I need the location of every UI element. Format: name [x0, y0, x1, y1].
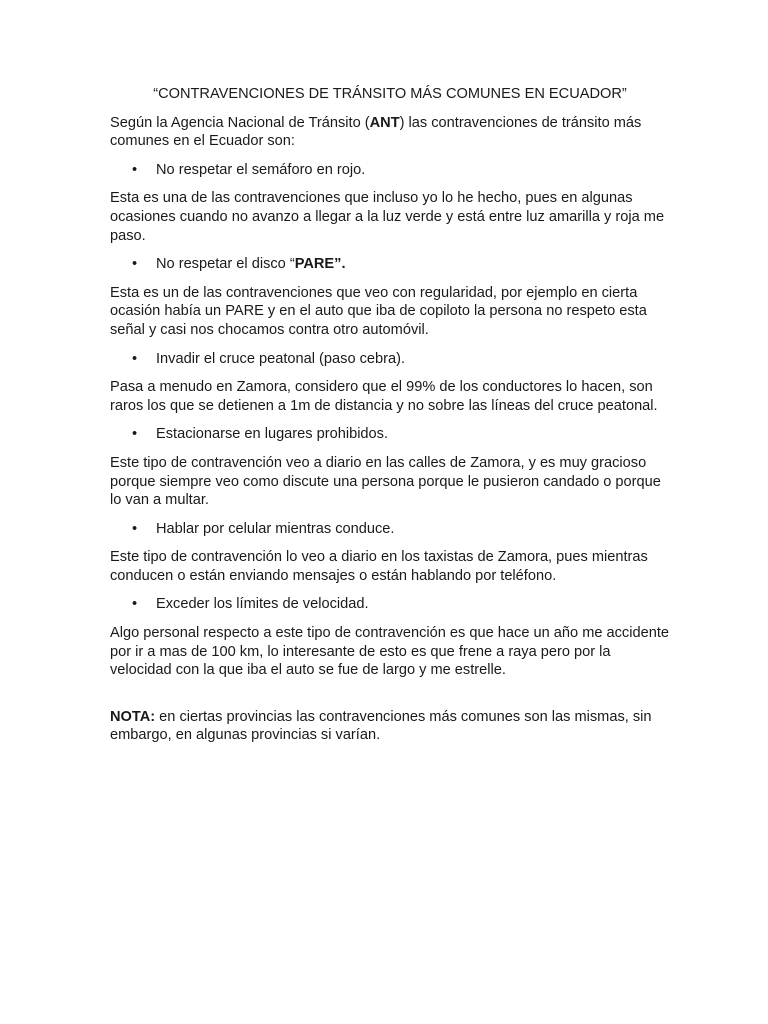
item-paragraph: Algo personal respecto a este tipo de contravención es que hace un año me accidente por ir a mas de 100 km, lo interesante de esto es que frene a raya pero por la velocidad con la que iba el auto se fue de largo y me estrelle. [110, 625, 669, 679]
spacer [110, 690, 670, 708]
intro-paragraph [110, 114, 670, 151]
bullet-text: Exceder los límites de velocidad. [156, 596, 369, 613]
bullet-bold-text: PARE”. [294, 256, 346, 273]
bullet-dot-icon: • [132, 350, 138, 367]
note-label: NOTA: [110, 708, 156, 725]
bullet-item [110, 425, 670, 444]
intro-text-before: Según la Agencia Nacional de Tránsito ( [110, 114, 370, 131]
bullet-item [110, 520, 670, 539]
bullet-dot-icon: • [132, 161, 138, 178]
bullet-dot-icon: • [132, 596, 138, 613]
item-paragraph: Esta es un de las contravenciones que veo con regularidad, por ejemplo en cierta ocasión había un PARE y en el auto que iba de copiloto la persona no respeto esta señal y casi nos chocamos contra otro automóvil. [110, 284, 647, 338]
note-text: en ciertas provincias las contravenciones más comunes son las mismas, sin embargo, en algunas provincias si varían. [110, 708, 652, 744]
bullet-item [110, 595, 670, 614]
bullet-dot-icon: • [132, 520, 138, 537]
bullet-text: Estacionarse en lugares prohibidos. [156, 426, 389, 443]
bullet-dot-icon: • [132, 256, 138, 273]
document-title: “CONTRAVENCIONES DE TRÁNSITO MÁS COMUNES EN ECUADOR” [153, 86, 627, 102]
bullet-item [110, 350, 670, 369]
item-paragraph: Esta es una de las contravenciones que incluso yo lo he hecho, pues en algunas ocasiones cuando no avanzo a llegar a la luz verde y está entre luz amarilla y roja me paso. [110, 190, 665, 244]
bullet-text: Invadir el cruce peatonal (paso cebra). [156, 350, 406, 367]
item-paragraph: Este tipo de contravención veo a diario en las calles de Zamora, y es muy gracioso porque siempre veo como discute una persona porque le pusieron candado o porque lo van a multar. [110, 454, 661, 509]
bullet-text: No respetar el semáforo en rojo. [156, 161, 366, 178]
intro-text-after: ) las contravenciones de tránsito más comunes en el Ecuador son: [110, 114, 642, 150]
bullet-text: No respetar el disco “ [156, 256, 295, 273]
intro-bold-ant: ANT [369, 114, 400, 131]
item-paragraph: Pasa a menudo en Zamora, considero que el 99% de los conductores lo hacen, son raros los que se detienen a 1m de distancia y no sobre las líneas del cruce peatonal. [110, 379, 658, 414]
note-paragraph [110, 708, 670, 745]
document-body [110, 85, 670, 755]
item-paragraph: Este tipo de contravención lo veo a diario en los taxistas de Zamora, pues mientras conducen o están enviando mensajes o están hablando por teléfono. [110, 549, 648, 584]
bullet-item [110, 161, 670, 180]
bullet-item [110, 255, 670, 274]
bullet-dot-icon: • [132, 426, 138, 443]
bullet-text: Hablar por celular mientras conduce. [156, 520, 395, 537]
